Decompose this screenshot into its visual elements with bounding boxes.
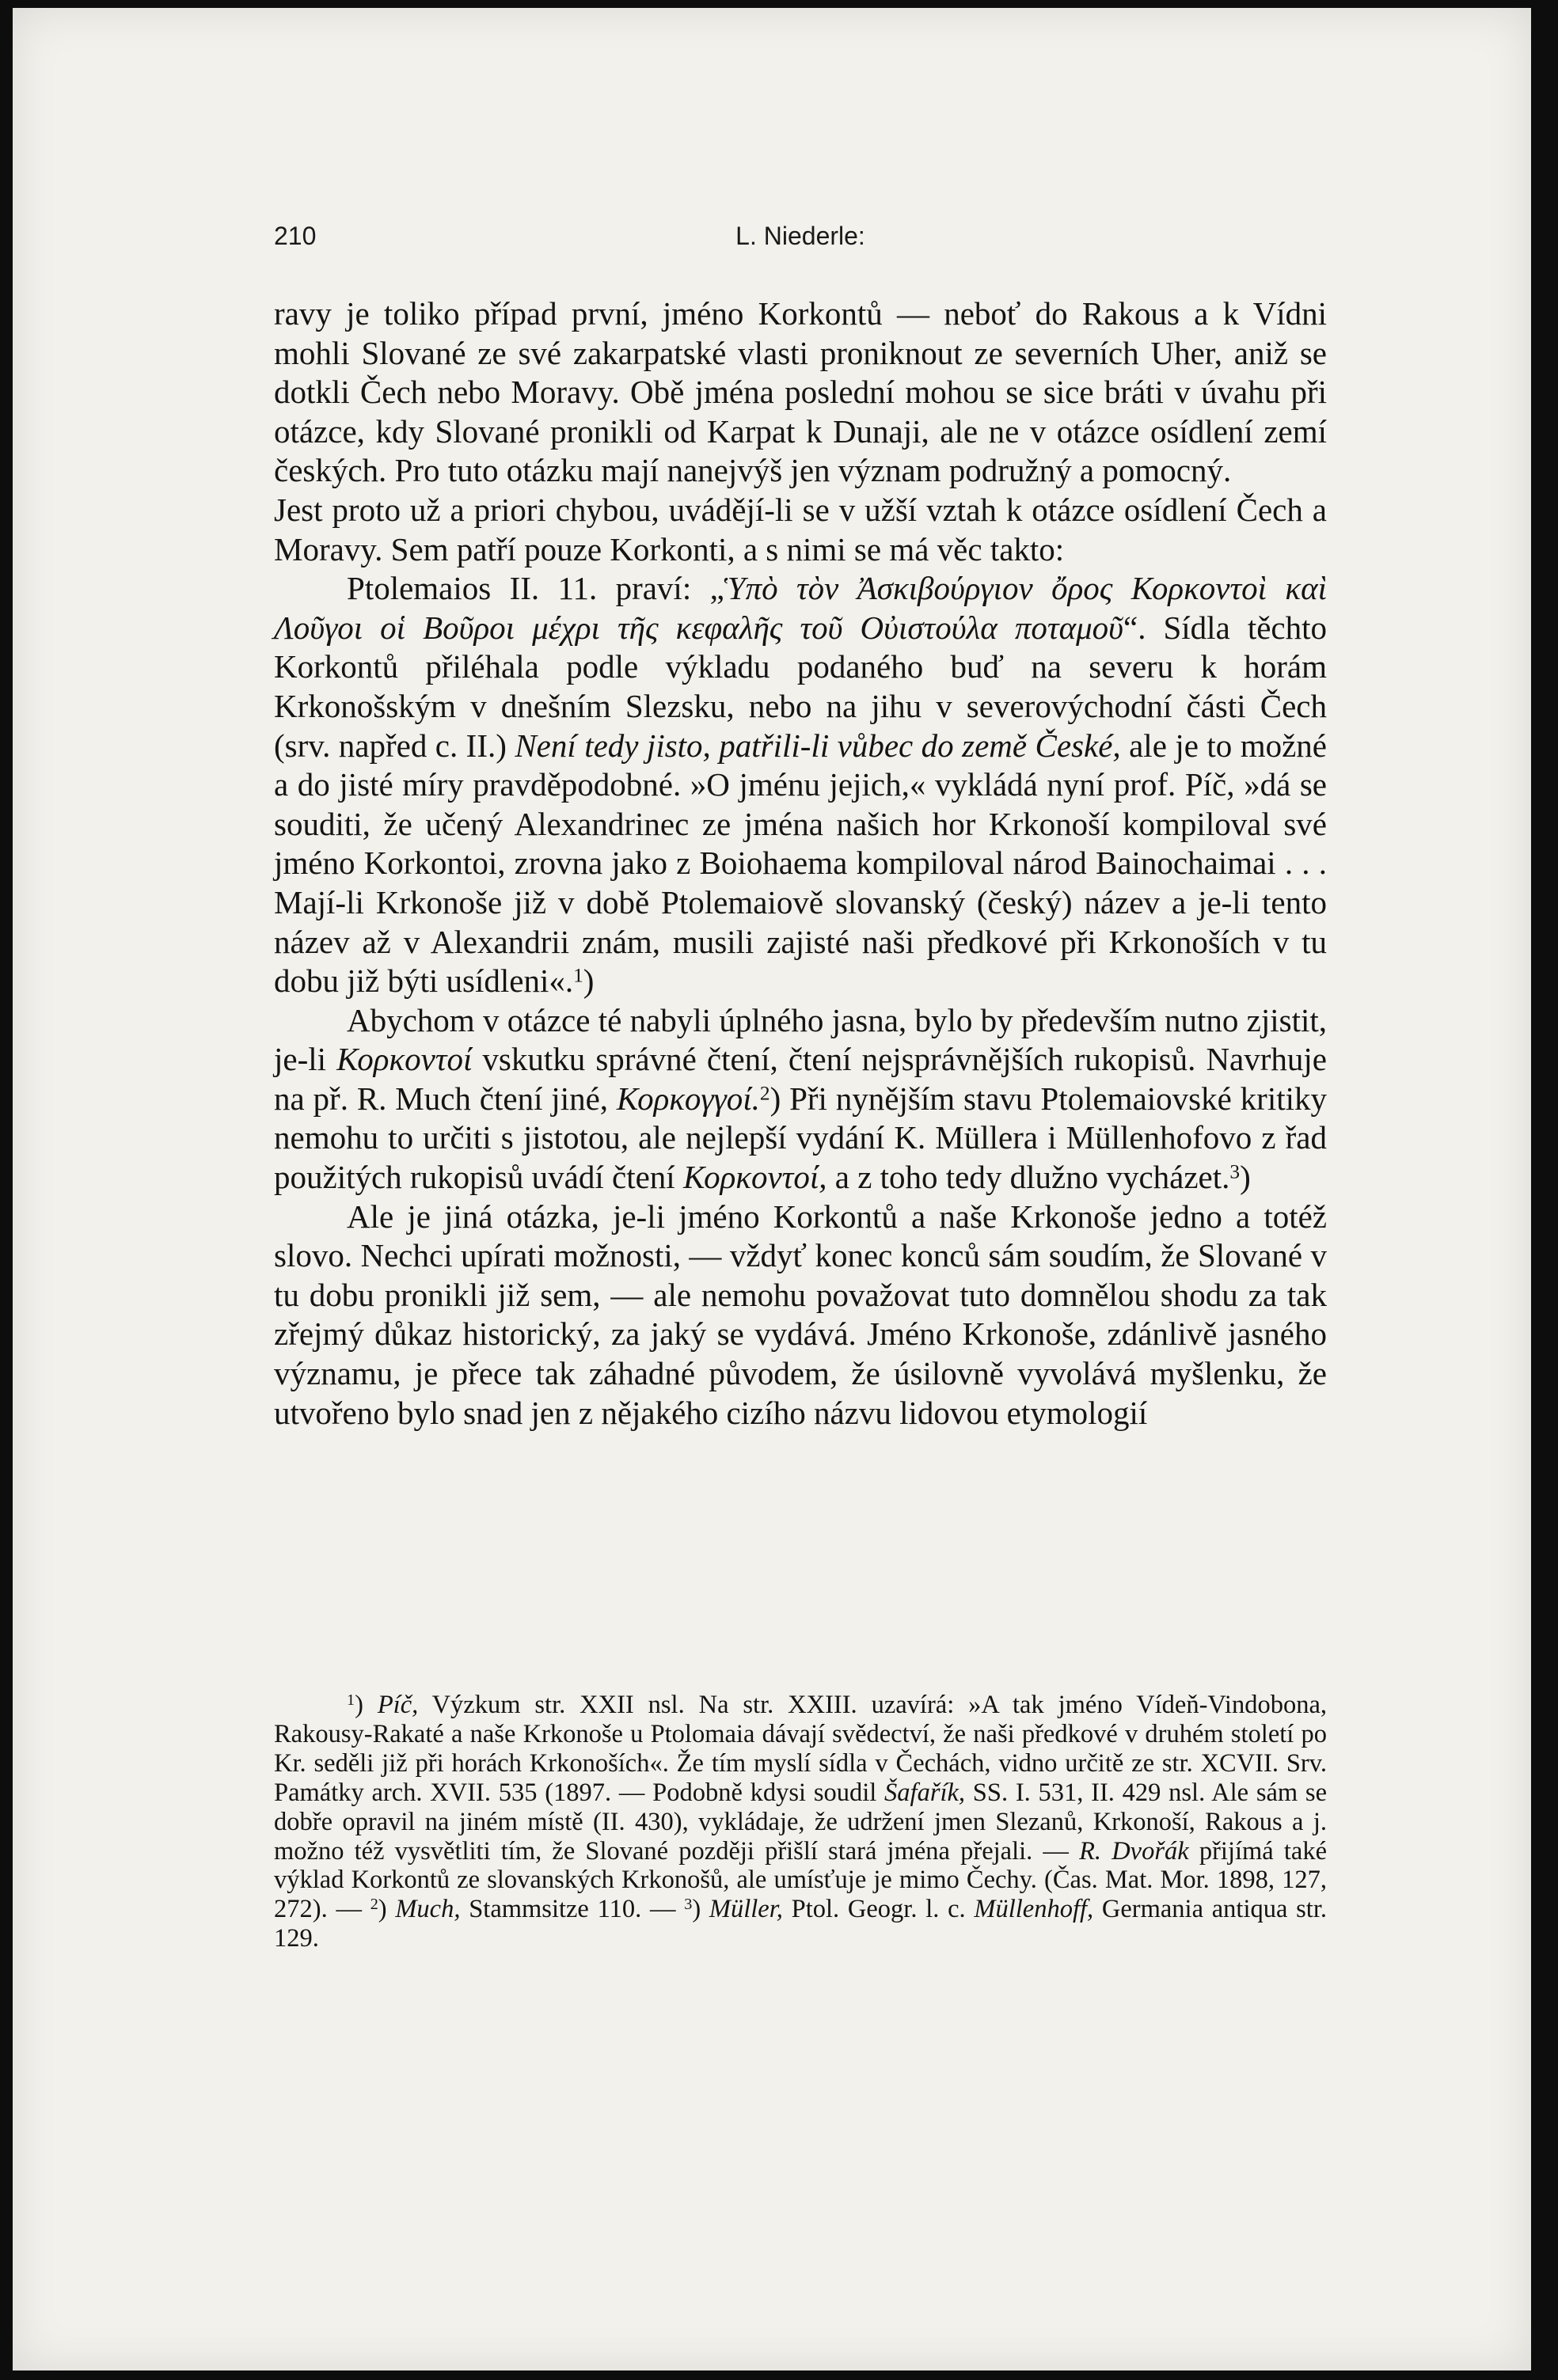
paragraph-5: Ale je jiná otázka, je-li jméno Korkontů a naše Krkonoše jedno a totéž slovo. Nechci upírati možnosti, — vždyť konec konců sám soudím, že Slované v tu dobu pronikli již sem, — ale nemohu považovat tuto domnělou shodu za tak zřejmý důkaz historický, za jaký se vydává. Jméno Krkonoše, zdánlivě jasného významu, je přece tak záhadné původem, že úsilovně vyvolává myšlenku, že utvořeno bylo snad jen z nějakého cizího názvu lidovou etymologií <box>274 1198 1327 1431</box>
footnote-ref-1: 1 <box>573 964 583 987</box>
greek-word: Κορκοντοί <box>336 1041 473 1078</box>
greek-word: Κορκογγοί. <box>616 1080 760 1117</box>
paragraph-4: Abychom v otázce té nabyli úplného jasna, bylo by především nutno zjistit, je-li Κορκοντοί vskutku správné čtení, čtení nejsprávnějších rukopisů. Navrhuje na př. R. Much čtení jiné, Κορκογγοί.$^2$) Při nynějším stavu Ptolemaiovské kritiky nemohu to určiti s jistotou, ale nejlepší vydání K. Müllera i Müllenhofovo z řad použitých rukopisů uvádí čtení Κορκοντοί, a z toho tedy dlužno vycházet.$^3$) <box>274 1001 1327 1196</box>
greek-word: Κορκοντοί, <box>682 1159 827 1196</box>
footnotes: $^1$) Píč, Výzkum str. XXII nsl. Na str. XXIII. uzavírá: »A tak jméno Vídeň-Vindobona, Rakousy-Rakaté a naše Krkonoše u Ptolomaia dávají svědectví, že naši předkové v druhém století po Kr. seděli již při horách Krkonoších«. Že tím myslí sídla v Čechách, vidno určitě ze str. XCVII. Srv. Památky arch. XVII. 535 (1897. — Podobně kdysi soudil Šafařík, SS. I. 531, II. 429 nsl. Ale sám se dobře opravil na jiném místě (II. 430), vykládaje, že udržení jmen Slezanů, Krkonoší, Rakous a j. možno též vysvětliti tím, že Slované později přišlí stará jména přejali. — R. Dvořák přijímá také výklad Korkontů ze slovanských Krkonošů, ale umísťuje je mimo Čechy. (Čas. Mat. Mor. 1898, 127, 272). — $^2$) Much, Stammsitze 110. — $^3$) Müller, Ptol. Geogr. l. c. Müllenhoff, Germania antiqua str. 129. <box>274 1691 1328 1953</box>
paragraph-2: Jest proto už a priori chybou, uvádějí-li se v užší vztah k otázce osídlení Čech a Moravy. Sem patří pouze Korkonti, a s nimi se má věc takto: <box>274 491 1327 567</box>
emphasis-text: Není tedy jisto, patřili-li vůbec do země České, <box>515 727 1121 764</box>
paragraph-3: Ptolemaios II. 11. praví: „Ὑπὸ τὸν Ἀσκιβούργιον ὄρος Κορκοντοὶ καὶ Λοῦγοι οἱ Βοῦροι μέχρι τῆς κεφαλῆς τοῦ Οὐιστούλα ποταμοῦ“. Sídla těchto Korkontů přiléhala podle výkladu podaného buď na severu k horám Krkonošským v dnešním Slezsku, nebo na jihu v severovýchodní části Čech (srv. napřed c. II.) Není tedy jisto, patřili-li vůbec do země České, ale je to možné a do jisté míry pravděpodobné. »O jménu jejich,« vykládá nyní prof. Píč, »dá se souditi, že učený Alexandrinec ze jména našich hor Krkonoší kompiloval své jméno Korkontoi, zrovna jako z Boiohaema kompiloval národ Bainochaimai . . . Mají-li Krkonoše již v době Ptolemaiově slovanský (český) název a je-li tento název až v Alexandrii znám, musili zajisté naši předkové při Krkonoších v tu dobu již býti usídleni«.$^1$) <box>274 570 1327 1000</box>
footnote-ref-2: 2 <box>759 1082 770 1105</box>
greek-quotation: Ὑπὸ τὸν Ἀσκιβούργιον ὄρος Κορκοντοὶ καὶ Λοῦγοι οἱ Βοῦροι μέχρι τῆς κεφαλῆς τοῦ Οὐιστούλα ποταμοῦ <box>274 570 1327 646</box>
main-text <box>274 294 1327 1433</box>
running-head-author: L. Niederle: <box>735 222 865 250</box>
page-number: 210 <box>274 222 317 250</box>
paragraph-1: ravy je toliko případ první, jméno Korkontů — neboť do Rakous a k Vídni mohli Slované ze své zakarpatské vlasti proniknout ze severních Uher, aniž se dotkli Čech nebo Moravy. Obě jména poslední mohou se sice bráti v úvahu při otázce, kdy Slované pronikli od Karpat k Dunaji, ale ne v otázce osídlení zemí českých. Pro tuto otázku mají nanejvýš jen význam podružný a pomocný. <box>274 295 1327 489</box>
running-header <box>274 222 1327 261</box>
book-page <box>13 8 1531 2371</box>
footnote-ref-3: 3 <box>1229 1160 1241 1183</box>
